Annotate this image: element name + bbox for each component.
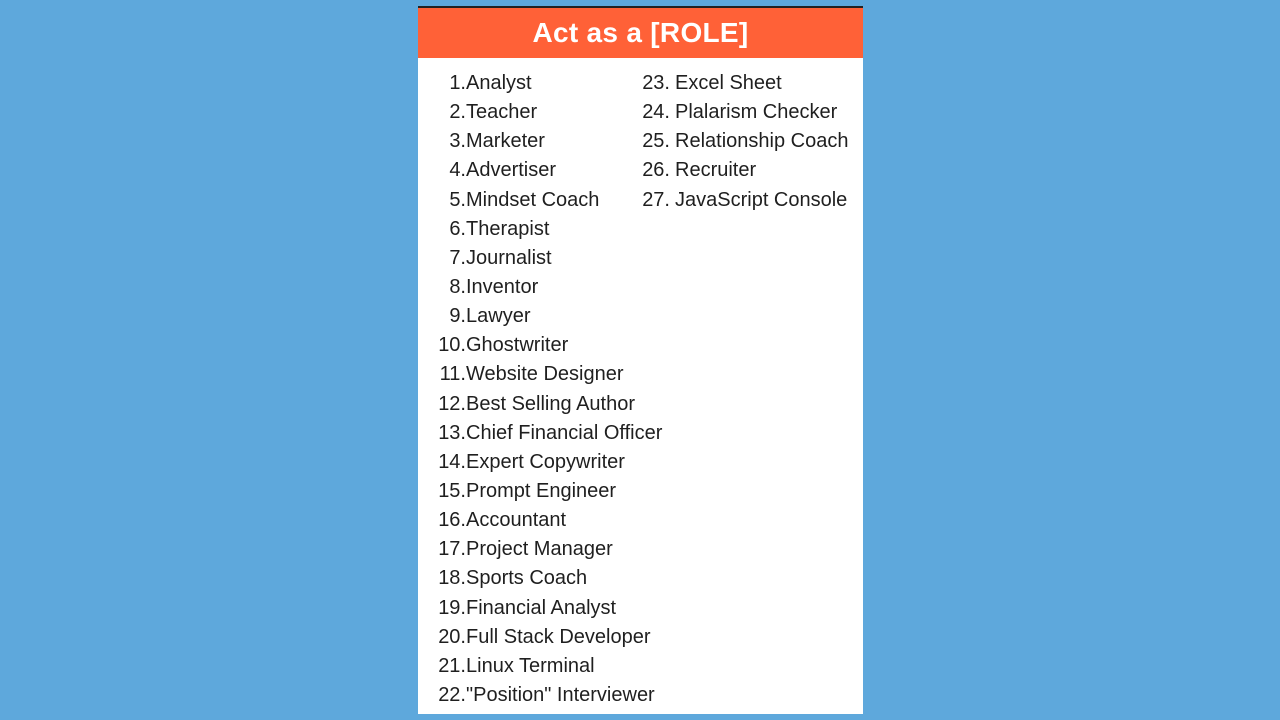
item-label: Therapist	[466, 217, 550, 240]
item-number: 13.	[438, 421, 466, 444]
item-label: Best Selling Author	[466, 392, 635, 415]
item-label: "Position" Interviewer	[466, 683, 655, 706]
item-number: 5.	[449, 188, 466, 211]
item-label: Mindset Coach	[466, 188, 600, 211]
card-title: Act as a [ROLE]	[418, 8, 863, 58]
item-label: Recruiter	[675, 159, 757, 182]
item-label: Inventor	[466, 275, 539, 298]
item-label: Excel Sheet	[675, 72, 782, 94]
item-number: 20.	[438, 625, 466, 648]
item-number: 21.	[438, 654, 466, 677]
item-label: Chief Financial Officer	[466, 421, 663, 444]
item-label: Project Manager	[466, 538, 613, 561]
list-item	[418, 480, 662, 509]
item-number: 16.	[438, 509, 466, 532]
item-number: 7.	[449, 246, 466, 269]
item-number: 6.	[449, 217, 466, 240]
list-item	[418, 393, 662, 422]
item-label: Prompt Engineer	[466, 479, 617, 502]
item-number: 10.	[438, 334, 466, 357]
list-item	[418, 130, 662, 159]
item-number: 8.	[449, 275, 466, 298]
item-label: Teacher	[466, 101, 538, 124]
item-label: Marketer	[466, 130, 545, 153]
item-label: Sports Coach	[466, 567, 588, 590]
item-label: Ghostwriter	[466, 334, 569, 357]
item-label: Journalist	[466, 246, 552, 269]
list-item	[418, 159, 662, 188]
item-number: 17.	[438, 538, 466, 561]
item-number: 25.	[642, 130, 670, 153]
list-item	[418, 189, 662, 218]
item-number: 2.	[449, 101, 466, 124]
item-number: 26.	[642, 159, 670, 182]
list-item	[418, 247, 662, 276]
list-item	[418, 305, 662, 334]
item-number: 19.	[438, 596, 466, 619]
item-label: Website Designer	[466, 363, 624, 386]
item-number: 27.	[642, 188, 670, 211]
item-label: Expert Copywriter	[466, 450, 625, 473]
roles-card	[418, 6, 863, 714]
item-number: 23.	[642, 72, 670, 94]
list-item	[638, 159, 848, 188]
roles-list-right	[638, 72, 848, 218]
list-item	[418, 567, 662, 596]
item-number: 15.	[438, 479, 466, 502]
item-number: 11.	[439, 363, 466, 386]
list-item	[418, 597, 662, 626]
roles-list-left	[418, 72, 662, 713]
list-item	[418, 101, 662, 130]
list-item	[418, 422, 662, 451]
item-label: Plalarism Checker	[675, 101, 838, 124]
item-number: 9.	[449, 305, 466, 328]
list-item	[418, 509, 662, 538]
item-label: Financial Analyst	[466, 596, 617, 619]
item-label: Advertiser	[466, 159, 557, 182]
list-item	[418, 538, 662, 567]
item-number: 1.	[449, 72, 466, 94]
item-number: 12.	[438, 392, 466, 415]
item-label: Relationship Coach	[675, 130, 849, 153]
list-item	[418, 334, 662, 363]
item-label: Linux Terminal	[466, 654, 595, 677]
item-label: Full Stack Developer	[466, 625, 651, 648]
item-number: 14.	[438, 450, 466, 473]
item-label: Analyst	[466, 72, 532, 94]
item-number: 3.	[449, 130, 466, 153]
list-item	[638, 101, 848, 130]
list-item	[638, 189, 848, 218]
item-number: 18.	[438, 567, 466, 590]
list-item	[418, 363, 662, 392]
list-item	[418, 684, 662, 713]
list-item	[638, 72, 848, 101]
list-item	[418, 626, 662, 655]
item-number: 24.	[642, 101, 670, 124]
item-label: JavaScript Console	[675, 188, 848, 211]
list-item	[418, 655, 662, 684]
item-label: Lawyer	[466, 305, 531, 328]
list-item	[638, 130, 848, 159]
list-item	[418, 218, 662, 247]
list-item	[418, 276, 662, 305]
list-item	[418, 72, 662, 101]
item-number: 4.	[449, 159, 466, 182]
list-item	[418, 451, 662, 480]
item-number: 22.	[438, 683, 466, 706]
item-label: Accountant	[466, 509, 567, 532]
